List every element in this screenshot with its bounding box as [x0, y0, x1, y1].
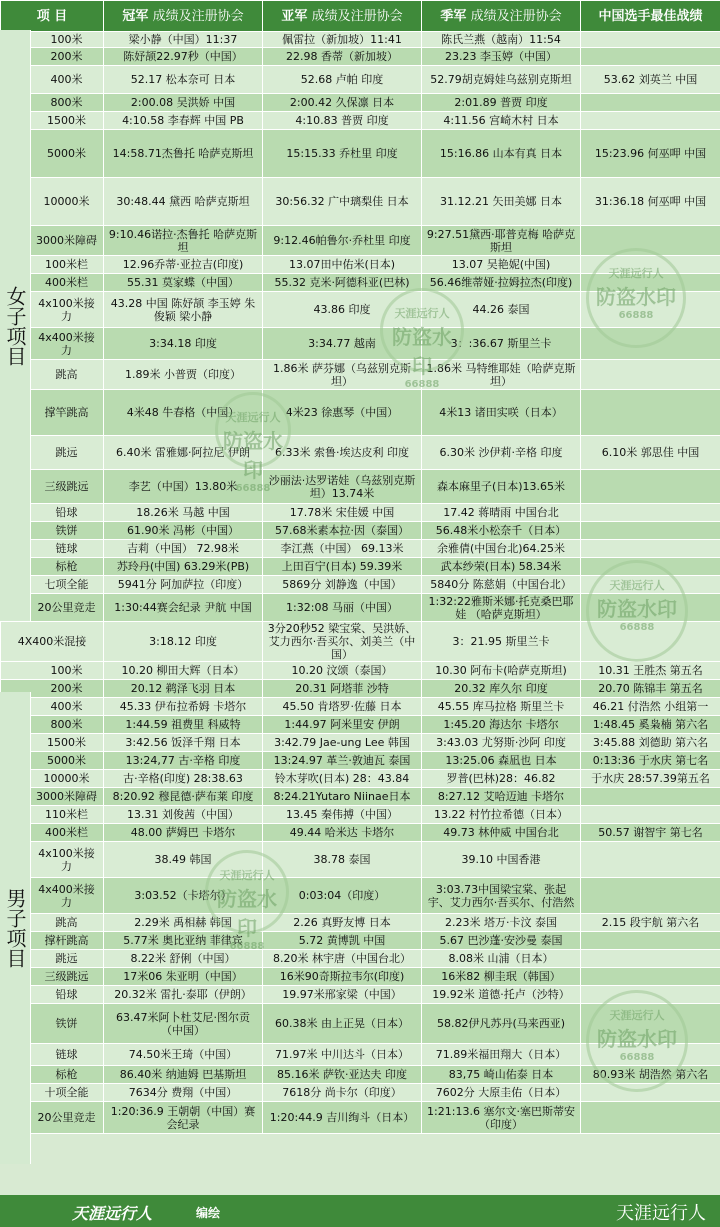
bronze-cell: 5.67 巴沙蓬·安沙曼 泰国 — [422, 932, 581, 950]
bronze-cell: 31.12.21 矢田美娜 日本 — [422, 178, 581, 226]
event-cell: 十项全能 — [1, 1084, 104, 1102]
event-cell: 100米栏 — [1, 256, 104, 274]
table-row — [1, 950, 720, 968]
table-row — [1, 32, 720, 48]
event-cell: 七项全能 — [1, 576, 104, 594]
bronze-cell: 56.48米小松奈千（日本） — [422, 522, 581, 540]
silver-cell: 60.38米 由上正晃（日本） — [263, 1004, 422, 1044]
table-row — [1, 226, 720, 256]
watermark-stamp: 天涯远行人 防盗水印 66888 — [586, 560, 688, 662]
event-cell: 4x100米接力 — [1, 292, 104, 328]
china-cell: 20.70 陈锦丰 第五名 — [581, 680, 720, 698]
event-cell: 铁饼 — [1, 1004, 104, 1044]
bronze-cell: 23.23 李玉婷（中国） — [422, 48, 581, 66]
silver-cell: 15:15.33 乔杜里 印度 — [263, 130, 422, 178]
event-cell: 200米 — [1, 48, 104, 66]
table-row — [1, 94, 720, 112]
bronze-cell: 1:32:22雅斯米娜·托克桑巴耶娃 （哈萨克斯坦） — [422, 594, 581, 622]
china-cell — [581, 842, 720, 878]
china-cell: 10.31 王胜杰 第五名 — [581, 662, 720, 680]
silver-cell: 8.20米 林宇唐（中国台北） — [263, 950, 422, 968]
gold-cell: 20.12 鹈泽飞羽 日本 — [104, 680, 263, 698]
china-cell — [581, 522, 720, 540]
footer-bar — [0, 1195, 720, 1227]
gold-cell: 8:20.92 穆昆德·萨布莱 印度 — [104, 788, 263, 806]
gold-cell: 63.47米阿卜杜艾尼·图尔贡（中国） — [104, 1004, 263, 1044]
gold-cell: 5.77米 奥比亚纳 菲律宾 — [104, 932, 263, 950]
event-cell: 跳远 — [1, 950, 104, 968]
event-cell: 3000米障碍 — [1, 226, 104, 256]
table-row — [1, 470, 720, 504]
silver-cell: 20.31 阿塔菲 沙特 — [263, 680, 422, 698]
header-gold: 冠军 成绩及注册协会 — [104, 1, 263, 32]
event-cell: 标枪 — [1, 558, 104, 576]
event-cell: 400米 — [1, 66, 104, 94]
bronze-cell: 45.55 库马拉格 斯里兰卡 — [422, 698, 581, 716]
event-cell: 10000米 — [1, 770, 104, 788]
table-row — [1, 178, 720, 226]
table-row — [1, 770, 720, 788]
bronze-cell: 4:11.56 宫崎木村 日本 — [422, 112, 581, 130]
silver-cell: 1:44.97 阿米里安 伊朗 — [263, 716, 422, 734]
silver-cell: 13:24.97 革兰·敦迪瓦 泰国 — [263, 752, 422, 770]
silver-cell: 38.78 泰国 — [263, 842, 422, 878]
bronze-cell: 16米82 柳圭珉（韩国） — [422, 968, 581, 986]
table-row — [1, 66, 720, 94]
table-row — [1, 842, 720, 878]
silver-cell: 1.86米 萨芬娜（乌兹别克斯坦） — [263, 360, 422, 390]
table-row — [1, 932, 720, 950]
event-cell: 三级跳远 — [1, 470, 104, 504]
gold-cell: 8.22米 舒俐（中国） — [104, 950, 263, 968]
gold-cell: 17米06 朱亚明（中国） — [104, 968, 263, 986]
silver-cell: 10.20 汶颂（泰国） — [263, 662, 422, 680]
bronze-cell: 13.07 吴艳妮(中国) — [422, 256, 581, 274]
silver-cell: 1:32:08 马丽（中国） — [263, 594, 422, 622]
china-cell — [581, 788, 720, 806]
silver-cell: 5.72 黄博凯 中国 — [263, 932, 422, 950]
silver-cell: 2.26 真野友博 日本 — [263, 914, 422, 932]
table-row — [1, 878, 720, 914]
bronze-cell: 71.89米福田翔大（日本） — [422, 1044, 581, 1066]
gold-cell: 6.40米 雷雅娜·阿拉尼 伊朗 — [104, 436, 263, 470]
bronze-cell: 3：:36.67 斯里兰卡 — [422, 328, 581, 360]
silver-cell: 4米23 徐惠琴（中国） — [263, 390, 422, 436]
table-row — [1, 698, 720, 716]
event-cell: 4x400米接力 — [1, 878, 104, 914]
gold-cell: 7634分 费翔（中国） — [104, 1084, 263, 1102]
china-cell — [581, 470, 720, 504]
gold-cell: 3:03.52（卡塔尔） — [104, 878, 263, 914]
bronze-cell: 13.22 村竹拉希德（日本） — [422, 806, 581, 824]
silver-cell: 李江燕（中国） 69.13米 — [263, 540, 422, 558]
bronze-cell: 6.30米 沙伊莉·辛格 印度 — [422, 436, 581, 470]
bronze-cell: 陈氏兰燕（越南）11:54 — [422, 32, 581, 48]
event-cell: 4X400米混接 — [1, 622, 104, 662]
table-row — [1, 968, 720, 986]
china-cell — [581, 504, 720, 522]
bronze-cell: 1:21:13.6 塞尔文·塞巴斯蒂安（印度） — [422, 1102, 581, 1134]
gold-cell: 1:44.59 祖费里 科威特 — [104, 716, 263, 734]
china-cell — [581, 968, 720, 986]
bronze-cell: 8:27.12 艾哈迈迪 卡塔尔 — [422, 788, 581, 806]
silver-cell: 3:34.77 越南 — [263, 328, 422, 360]
header-silver: 亚军 成绩及注册协会 — [263, 1, 422, 32]
event-cell: 三级跳远 — [1, 968, 104, 986]
gold-cell: 吉莉（中国） 72.98米 — [104, 540, 263, 558]
china-cell — [581, 932, 720, 950]
gold-cell: 20.32米 雷扎·泰耶（伊朗） — [104, 986, 263, 1004]
china-cell — [581, 950, 720, 968]
table-row — [1, 390, 720, 436]
event-cell: 400米栏 — [1, 274, 104, 292]
silver-cell: 3分20秒52 梁宝棠、吴洪娇、艾力西尔·吾买尔、刘美兰（中国） — [263, 622, 422, 662]
gold-cell: 梁小静（中国）11:37 — [104, 32, 263, 48]
gold-cell: 3:18.12 印度 — [104, 622, 263, 662]
event-cell: 5000米 — [1, 130, 104, 178]
event-cell: 铁饼 — [1, 522, 104, 540]
event-cell: 20公里竞走 — [1, 1102, 104, 1134]
gold-cell: 30:48.44 黛西 哈萨克斯坦 — [104, 178, 263, 226]
silver-cell: 49.44 哈米达 卡塔尔 — [263, 824, 422, 842]
watermark-stamp: 天涯远行人 防盗水印 66888 — [205, 850, 289, 934]
china-cell — [581, 540, 720, 558]
bronze-cell: 2.23米 塔万·卡汶 泰国 — [422, 914, 581, 932]
bronze-cell: 3：21.95 斯里兰卡 — [422, 622, 581, 662]
silver-cell: 3:42.79 Jae-ung Lee 韩国 — [263, 734, 422, 752]
silver-cell: 45.50 肯塔罗·佐藤 日本 — [263, 698, 422, 716]
event-cell: 110米栏 — [1, 806, 104, 824]
bronze-cell: 3:03.73中国梁宝棠、张起宇、艾力西尔·吾买尔、付浩然 — [422, 878, 581, 914]
bronze-cell: 2:01.89 普贾 印度 — [422, 94, 581, 112]
watermark-stamp: 天涯远行人 防盗水印 66888 — [586, 248, 686, 348]
silver-cell: 沙丽法·达罗诺娃（乌兹别克斯坦）13.74米 — [263, 470, 422, 504]
table-row — [1, 1084, 720, 1102]
silver-cell: 8:24.21Yutaro Niinae日本 — [263, 788, 422, 806]
gold-cell: 陈妤颉22.97秒（中国） — [104, 48, 263, 66]
bronze-cell: 3:43.03 尤努斯·沙阿 印度 — [422, 734, 581, 752]
bronze-cell: 8.08米 山浦（日本） — [422, 950, 581, 968]
china-cell — [581, 878, 720, 914]
silver-cell: 2:00.42 久保凛 日本 — [263, 94, 422, 112]
silver-cell: 16米90奇斯拉韦尔(印度) — [263, 968, 422, 986]
silver-cell: 0:03:04（印度） — [263, 878, 422, 914]
silver-cell: 7618分 尚卡尔（印度） — [263, 1084, 422, 1102]
bronze-cell: 武本纱荣(日本) 58.34米 — [422, 558, 581, 576]
bronze-cell: 7602分 大原圭佑（日本） — [422, 1084, 581, 1102]
header-china: 中国选手最佳战绩 — [581, 1, 720, 32]
gold-cell: 3:42.56 饭泽千翔 日本 — [104, 734, 263, 752]
gold-cell: 86.40米 纳迪姆 巴基斯坦 — [104, 1066, 263, 1084]
gold-cell: 1:30:44赛会纪录 尹航 中国 — [104, 594, 263, 622]
china-cell — [581, 360, 720, 390]
event-cell: 10000米 — [1, 178, 104, 226]
table-row — [1, 680, 720, 698]
watermark-stamp: 天涯远行人 防盗水印 66888 — [586, 990, 688, 1092]
bronze-cell: 83,75 崎山佑泰 日本 — [422, 1066, 581, 1084]
silver-cell: 5869分 刘静逸（中国） — [263, 576, 422, 594]
header-bronze: 季军 成绩及注册协会 — [422, 1, 581, 32]
gold-cell: 4:10.58 李春辉 中国 PB — [104, 112, 263, 130]
men-category-label: 男子项目 — [0, 692, 31, 1164]
footer-editor: 编绘 — [196, 1206, 221, 1220]
silver-cell: 6.33米 索鲁·埃达皮利 印度 — [263, 436, 422, 470]
table-row — [1, 752, 720, 770]
gold-cell: 48.00 萨姆巴 卡塔尔 — [104, 824, 263, 842]
watermark-stamp: 天涯远行人 防盗水印 66888 — [380, 288, 464, 372]
china-cell — [581, 390, 720, 436]
gold-cell: 43.28 中国 陈妤颉 李玉婷 朱俊颖 梁小静 — [104, 292, 263, 328]
bronze-cell: 17.42 蒋晴雨 中国台北 — [422, 504, 581, 522]
bronze-cell: 5840分 陈慈娟（中国台北） — [422, 576, 581, 594]
gold-cell: 55.31 莫家蝶（中国） — [104, 274, 263, 292]
event-cell: 5000米 — [1, 752, 104, 770]
event-cell: 1500米 — [1, 112, 104, 130]
gold-cell: 38.49 韩国 — [104, 842, 263, 878]
china-cell — [581, 48, 720, 66]
china-cell: 2.15 段宇航 第六名 — [581, 914, 720, 932]
gold-cell: 苏玲丹(中国) 63.29米(PB) — [104, 558, 263, 576]
header-row — [1, 1, 720, 32]
bronze-cell: 1:45.20 海达尔 卡塔尔 — [422, 716, 581, 734]
bronze-cell: 13:25.06 森凪也 日本 — [422, 752, 581, 770]
bronze-cell: 44.26 泰国 — [422, 292, 581, 328]
table-row — [1, 112, 720, 130]
bronze-cell: 52.79胡克姆娃乌兹别克斯坦 — [422, 66, 581, 94]
table-row — [1, 1102, 720, 1134]
table-row — [1, 540, 720, 558]
bronze-cell: 19.92米 道德·托卢（沙特） — [422, 986, 581, 1004]
table-row — [1, 360, 720, 390]
bronze-cell: 罗普(巴林)28：46.82 — [422, 770, 581, 788]
china-cell — [581, 1102, 720, 1134]
table-row — [1, 824, 720, 842]
event-cell: 4x100米接力 — [1, 842, 104, 878]
silver-cell: 71.97米 中川达斗（日本） — [263, 1044, 422, 1066]
gold-cell: 13.31 刘俊茜（中国） — [104, 806, 263, 824]
silver-cell: 85.16米 萨钦·亚达夫 印度 — [263, 1066, 422, 1084]
event-cell: 800米 — [1, 94, 104, 112]
silver-cell: 43.86 印度 — [263, 292, 422, 328]
gold-cell: 14:58.71杰鲁托 哈萨克斯坦 — [104, 130, 263, 178]
event-cell: 400米 — [1, 698, 104, 716]
table-row — [1, 806, 720, 824]
gold-cell: 13:24,77 古·辛格 印度 — [104, 752, 263, 770]
silver-cell: 4:10.83 普贾 印度 — [263, 112, 422, 130]
china-cell: 15:23.96 何巫呷 中国 — [581, 130, 720, 178]
china-cell: 6.10米 郭思佳 中国 — [581, 436, 720, 470]
silver-cell: 铃木芽吹(日本) 28：43.84 — [263, 770, 422, 788]
gold-cell: 2:00.08 吴洪娇 中国 — [104, 94, 263, 112]
silver-cell: 30:56.32 广中璃梨佳 日本 — [263, 178, 422, 226]
china-cell: 53.62 刘英兰 中国 — [581, 66, 720, 94]
silver-cell: 上田百宁(日本) 59.39米 — [263, 558, 422, 576]
event-cell: 撑杆跳高 — [1, 932, 104, 950]
event-cell: 200米 — [1, 680, 104, 698]
gold-cell: 3:34.18 印度 — [104, 328, 263, 360]
silver-cell: 佩雷拉（新加坡）11:41 — [263, 32, 422, 48]
event-cell: 撑竿跳高 — [1, 390, 104, 436]
silver-cell: 13.07田中佑米(日本) — [263, 256, 422, 274]
bronze-cell: 39.10 中国香港 — [422, 842, 581, 878]
silver-cell: 9:12.46帕鲁尔·乔杜里 印度 — [263, 226, 422, 256]
gold-cell: 10.20 柳田大辉（日本） — [104, 662, 263, 680]
silver-cell: 57.68米素本拉·因（泰国） — [263, 522, 422, 540]
silver-cell: 55.32 克米·阿德科亚(巴林) — [263, 274, 422, 292]
table-row — [1, 48, 720, 66]
gold-cell: 1:20:36.9 王朝朝（中国）赛会纪录 — [104, 1102, 263, 1134]
event-cell: 800米 — [1, 716, 104, 734]
event-cell: 标枪 — [1, 1066, 104, 1084]
silver-cell: 52.68 卢帕 印度 — [263, 66, 422, 94]
gold-cell: 5941分 阿加萨拉（印度） — [104, 576, 263, 594]
gold-cell: 1.89米 小普贾（印度） — [104, 360, 263, 390]
footer-brand-right: 天涯远行人 — [616, 1203, 706, 1224]
bronze-cell: 1.86米 马特维耶娃（哈萨克斯坦） — [422, 360, 581, 390]
table-row — [1, 662, 720, 680]
silver-cell: 19.97米邢家梁（中国） — [263, 986, 422, 1004]
silver-cell: 22.98 香蒂（新加坡） — [263, 48, 422, 66]
bronze-cell: 余雅倩(中国台北)64.25米 — [422, 540, 581, 558]
china-cell: 50.57 谢智宇 第七名 — [581, 824, 720, 842]
china-cell — [581, 94, 720, 112]
gold-cell: 2.29米 禹相赫 韩国 — [104, 914, 263, 932]
event-cell: 跳远 — [1, 436, 104, 470]
silver-cell: 13.45 秦伟搏（中国） — [263, 806, 422, 824]
event-cell: 3000米障碍 — [1, 788, 104, 806]
bronze-cell: 10.30 阿布卡(哈萨克斯坦) — [422, 662, 581, 680]
bronze-cell: 56.46维蒂娅·拉姆拉杰(印度) — [422, 274, 581, 292]
silver-cell: 17.78米 宋佳媛 中国 — [263, 504, 422, 522]
china-cell — [581, 806, 720, 824]
gold-cell: 45.33 伊布拉希姆 卡塔尔 — [104, 698, 263, 716]
bronze-cell: 4米13 诸田实咲（日本） — [422, 390, 581, 436]
bronze-cell: 20.32 库久尔 印度 — [422, 680, 581, 698]
gold-cell: 9:10.46诺拉·杰鲁托 哈萨克斯坦 — [104, 226, 263, 256]
table-row — [1, 914, 720, 932]
silver-cell: 1:20:44.9 吉川绚斗（日本） — [263, 1102, 422, 1134]
bronze-cell: 9:27.51黛西·耶普克梅 哈萨克斯坦 — [422, 226, 581, 256]
watermark-stamp: 天涯远行人 防盗水印 66888 — [215, 392, 291, 468]
china-cell — [581, 112, 720, 130]
table-row — [1, 788, 720, 806]
event-cell: 跳高 — [1, 914, 104, 932]
event-cell: 链球 — [1, 540, 104, 558]
gold-cell: 52.17 松本奈可 日本 — [104, 66, 263, 94]
gold-cell: 12.96乔蒂·亚拉吉(印度) — [104, 256, 263, 274]
gold-cell: 李艺（中国）13.80米 — [104, 470, 263, 504]
gold-cell: 61.90米 冯彬（中国） — [104, 522, 263, 540]
women-category-label: 女子项目 — [0, 30, 31, 621]
bronze-cell: 15:16.86 山本有真 日本 — [422, 130, 581, 178]
table-row — [1, 504, 720, 522]
event-cell: 1500米 — [1, 734, 104, 752]
event-cell: 100米 — [1, 32, 104, 48]
header-event: 项 目 — [1, 1, 104, 32]
table-row — [1, 436, 720, 470]
bronze-cell: 58.82伊凡苏丹(马来西亚) — [422, 1004, 581, 1044]
gold-cell: 74.50米王琦（中国） — [104, 1044, 263, 1066]
table-row — [1, 130, 720, 178]
gold-cell: 18.26米 马越 中国 — [104, 504, 263, 522]
event-cell: 4x400米接力 — [1, 328, 104, 360]
table-row — [1, 522, 720, 540]
china-cell: 80.93米 胡浩然 第六名 — [581, 1066, 720, 1084]
event-cell: 铅球 — [1, 504, 104, 522]
table-row — [1, 716, 720, 734]
event-cell: 链球 — [1, 1044, 104, 1066]
event-cell: 20公里竞走 — [1, 594, 104, 622]
china-cell — [581, 32, 720, 48]
event-cell: 400米栏 — [1, 824, 104, 842]
china-cell: 46.21 付浩然 小组第一 — [581, 698, 720, 716]
gold-cell: 4米48 牛春格（中国） — [104, 390, 263, 436]
china-cell: 于水庆 28:57.39第五名 — [581, 770, 720, 788]
china-cell: 1:48.45 奚枭楠 第六名 — [581, 716, 720, 734]
china-cell: 3:45.88 刘德助 第六名 — [581, 734, 720, 752]
bronze-cell: 49.73 林仲威 中国台北 — [422, 824, 581, 842]
china-cell: 0:13:36 于水庆 第七名 — [581, 752, 720, 770]
china-cell: 31:36.18 何巫呷 中国 — [581, 178, 720, 226]
event-cell: 铅球 — [1, 986, 104, 1004]
gold-cell: 古·辛格(印度) 28:38.63 — [104, 770, 263, 788]
event-cell: 跳高 — [1, 360, 104, 390]
bronze-cell: 森本麻里子(日本)13.65米 — [422, 470, 581, 504]
event-cell: 100米 — [1, 662, 104, 680]
footer-brand: 天涯远行人 — [72, 1204, 153, 1223]
table-row — [1, 734, 720, 752]
